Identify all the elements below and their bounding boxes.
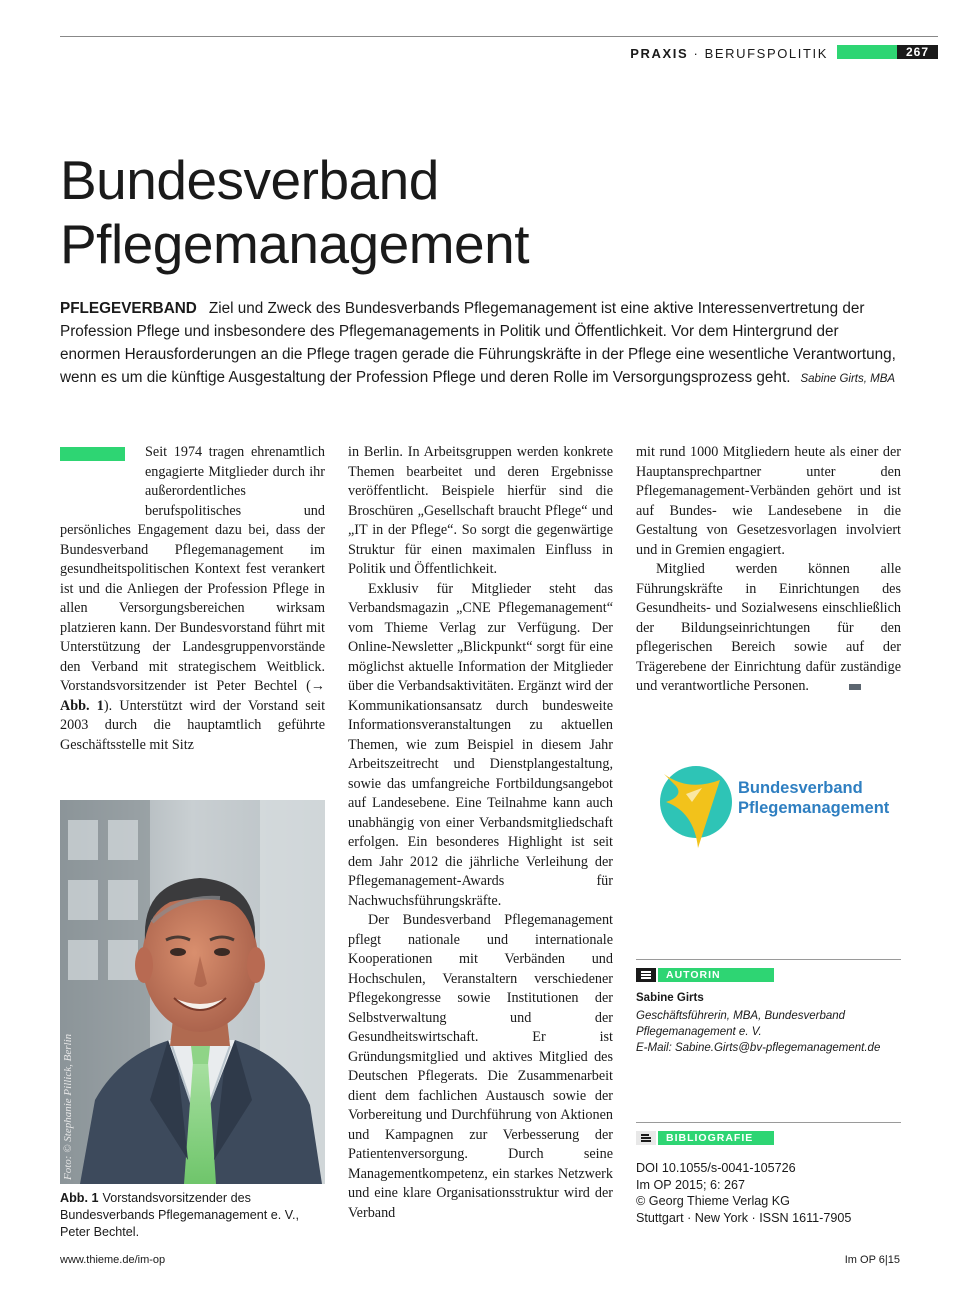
logo-icon bbox=[658, 762, 738, 852]
intro-accent-bar bbox=[60, 447, 125, 461]
body-paragraph-1 bbox=[60, 443, 325, 755]
title-line-2: Pflegemanagement bbox=[60, 213, 529, 275]
running-head bbox=[630, 46, 828, 61]
biblio-copyright: © Georg Thieme Verlag KG bbox=[636, 1194, 790, 1208]
author-role: Geschäftsführerin, MBA, Bundesverband bbox=[636, 1010, 846, 1022]
body-paragraph-1-cont: in Berlin. In Arbeitsgruppen werden konkrete Themen bearbeitet und deren Ergebnisse veröffentlicht. Beispiele hierfür sind die Broschüren „Gesellschaft braucht Pflege“ und „IT in der Pflege“. So sorgt die gegenwärtige Struktur für einen maximalen Einfluss in Politik und Öffentlichkeit. bbox=[348, 444, 613, 577]
author-organisation: Pflegemanagement e. V. bbox=[636, 1026, 762, 1038]
body-paragraph-3: Der Bundesverband Pflegemanagement pflegt nationale und internationale Kooperationen mit Verbänden und Hochschulen, Veranstaltern verschiedener Pflegekongresse sowie Institutionen der Selbstverwaltung und der Gesundheitswirtschaft. Er ist Gründungsmitglied und aktives Mitglied des Deutschen Pflegerats. Die Zusammenarbeit dient dem fachlichen Austausch sowie der Vorbereitung und Durchführung von Aktionen und Kampagnen zur Verbesserung der Patientenversorgung. Durch seine Managementkompetenz, ein starkes Netzwerk und eine klare Organisationsstruktur wird der Verband bbox=[348, 912, 613, 1221]
body-text: Seit 1974 tragen ehrenamtlich engagierte Mitglieder durch ihr außerordentliches berufspolitisches und persönliches Engagement dazu bei, dass der Bundesverband Pflegemanagement im gesundheitspolitischen Kontext fest verankert ist und die Anliegen der Profession Pflege in allen Versorgungsbereichen wirksam platzieren kann. Der Bundesvorstand führt mit Unterstützung der Landesgruppenvorstände den Verband mit strategischem Weitblick. Vorstandsvorsitzender ist Peter Bechtel (→ bbox=[60, 444, 325, 694]
lead-text: Ziel und Zweck des Bundesverbands Pflegemanagement ist eine aktive Interessenvertretung der Profession Pflege und insbesondere des Pflegemanagements in Politik und Öffentlichkeit. Vor dem Hintergrund der enormen Herausforderungen an die Pflege tragen gerade die Führungskräfte in der Pflege eine wesentliche Verantwortung, wenn es um die künftige Ausgestaltung der Profession Pflege und deren Rolle im Versorgungsprozess geht. bbox=[60, 300, 896, 386]
biblio-citation: Im OP 2015; 6: 267 bbox=[636, 1177, 745, 1192]
logo-line-2: Pflegemanagement bbox=[738, 799, 890, 817]
author-name: Sabine Girts bbox=[636, 992, 704, 1004]
figure-reference-link[interactable]: Abb. 1 bbox=[60, 697, 104, 714]
body-paragraph-3-cont: mit rund 1000 Mitgliedern heute als einer der Hauptansprechpartner unter den Pflegemanagement-Verbänden gehört und ist auf Bundes- wie Landesebene in die Gestaltung von Gesetzesvorlagen involviert und in Gremien engagiert. bbox=[636, 444, 901, 558]
body-paragraph-2: Exklusiv für Mitglieder steht das Verbandsmagazin „CNE Pflegemanagement“ vom Thieme Verlag zur Verfügung. Der Online-Newsletter „Blickpunkt“ sorgt für eine möglichst aktuelle Information der Mitglieder über die Verbandsaktivitäten. Ergänzt wird der Kommunikationsansatz durch bundesweite Informationsveranstaltungen zu aktuellen Themen, wie zum Beispiel in diesem Jahr Arbeitszeitrecht und Dienstplangestaltung, sowie das umfangreiche Fortbildungsangebot auf Landesebene. Eine Teilnahme kann auch unabhängig von einer Verbandsmitgliedschaft erfolgen. Ein besonderes Highlight ist seit dem Jahr 2012 die jährliche Verleihung der Pflegemanagement-Awards für Nachwuchsführungskräfte. bbox=[348, 580, 613, 909]
lead-author: Sabine Girts, MBA bbox=[800, 373, 896, 385]
figure-label: Abb. 1 bbox=[60, 1191, 99, 1205]
author-email[interactable]: E-Mail: Sabine.Girts@bv-pflegemanagement.de bbox=[636, 1042, 881, 1054]
body-text: Mitglied werden können alle Führungskräfte in Einrichtungen des Gesundheits- und Sozialwesens einschließlich der Bildungseinrichtungen für den pflegerischen Bereich sowie auf der Trägerebene der Einrichtung dafür zuständige und verantwortliche Personen. bbox=[636, 561, 901, 694]
section-label: PRAXIS bbox=[630, 46, 689, 61]
body-paragraph-4 bbox=[636, 560, 901, 697]
portrait-photo bbox=[60, 800, 325, 1184]
logo-wordmark bbox=[738, 778, 889, 818]
author-box-rule bbox=[636, 959, 901, 960]
figure-caption bbox=[60, 1190, 328, 1241]
header-rule bbox=[60, 36, 938, 37]
author-list-icon bbox=[636, 968, 656, 982]
photo-credit: Foto: © Stephanie Pillick, Berlin bbox=[62, 1033, 74, 1180]
body-column-3 bbox=[636, 443, 901, 697]
section-separator: · bbox=[688, 46, 705, 61]
header-accent-bar bbox=[837, 45, 897, 59]
lead-kicker: PFLEGEVERBAND bbox=[60, 300, 197, 317]
author-details bbox=[636, 1008, 880, 1056]
author-box-label: AUTORIN bbox=[658, 968, 774, 982]
subsection-label: BERUFSPOLITIK bbox=[704, 46, 828, 61]
title-line-1: Bundesverband bbox=[60, 149, 439, 211]
biblio-doi[interactable]: DOI 10.1055/s-0041-105726 bbox=[636, 1161, 796, 1175]
body-column-1 bbox=[60, 443, 325, 755]
end-of-article-mark bbox=[849, 684, 861, 690]
page-number: 267 bbox=[897, 45, 938, 59]
figure-caption-text: Vorstandsvorsitzender des Bundesverbands Pflegemanagement e. V., Peter Bechtel. bbox=[60, 1191, 299, 1239]
portrait-image bbox=[60, 800, 325, 1184]
bibliography bbox=[636, 1160, 851, 1226]
lead-paragraph bbox=[60, 297, 900, 391]
biblio-box-label: BIBLIOGRAFIE bbox=[658, 1131, 774, 1145]
footer-issue: Im OP 6|15 bbox=[844, 1254, 900, 1266]
biblio-issn: Stuttgart · New York · ISSN 1611-7905 bbox=[636, 1210, 852, 1225]
biblio-document-icon bbox=[636, 1131, 656, 1145]
logo-line-1: Bundesverband bbox=[738, 779, 863, 797]
body-column-2 bbox=[348, 443, 613, 1223]
article-title bbox=[60, 148, 529, 276]
biblio-box-rule bbox=[636, 1122, 901, 1123]
footer-url[interactable]: www.thieme.de/im-op bbox=[60, 1254, 166, 1266]
body-text: ). Unterstützt wird der Vorstand seit 2003 durch die hauptamtlich geführte Geschäftsstelle mit Sitz bbox=[60, 697, 326, 753]
